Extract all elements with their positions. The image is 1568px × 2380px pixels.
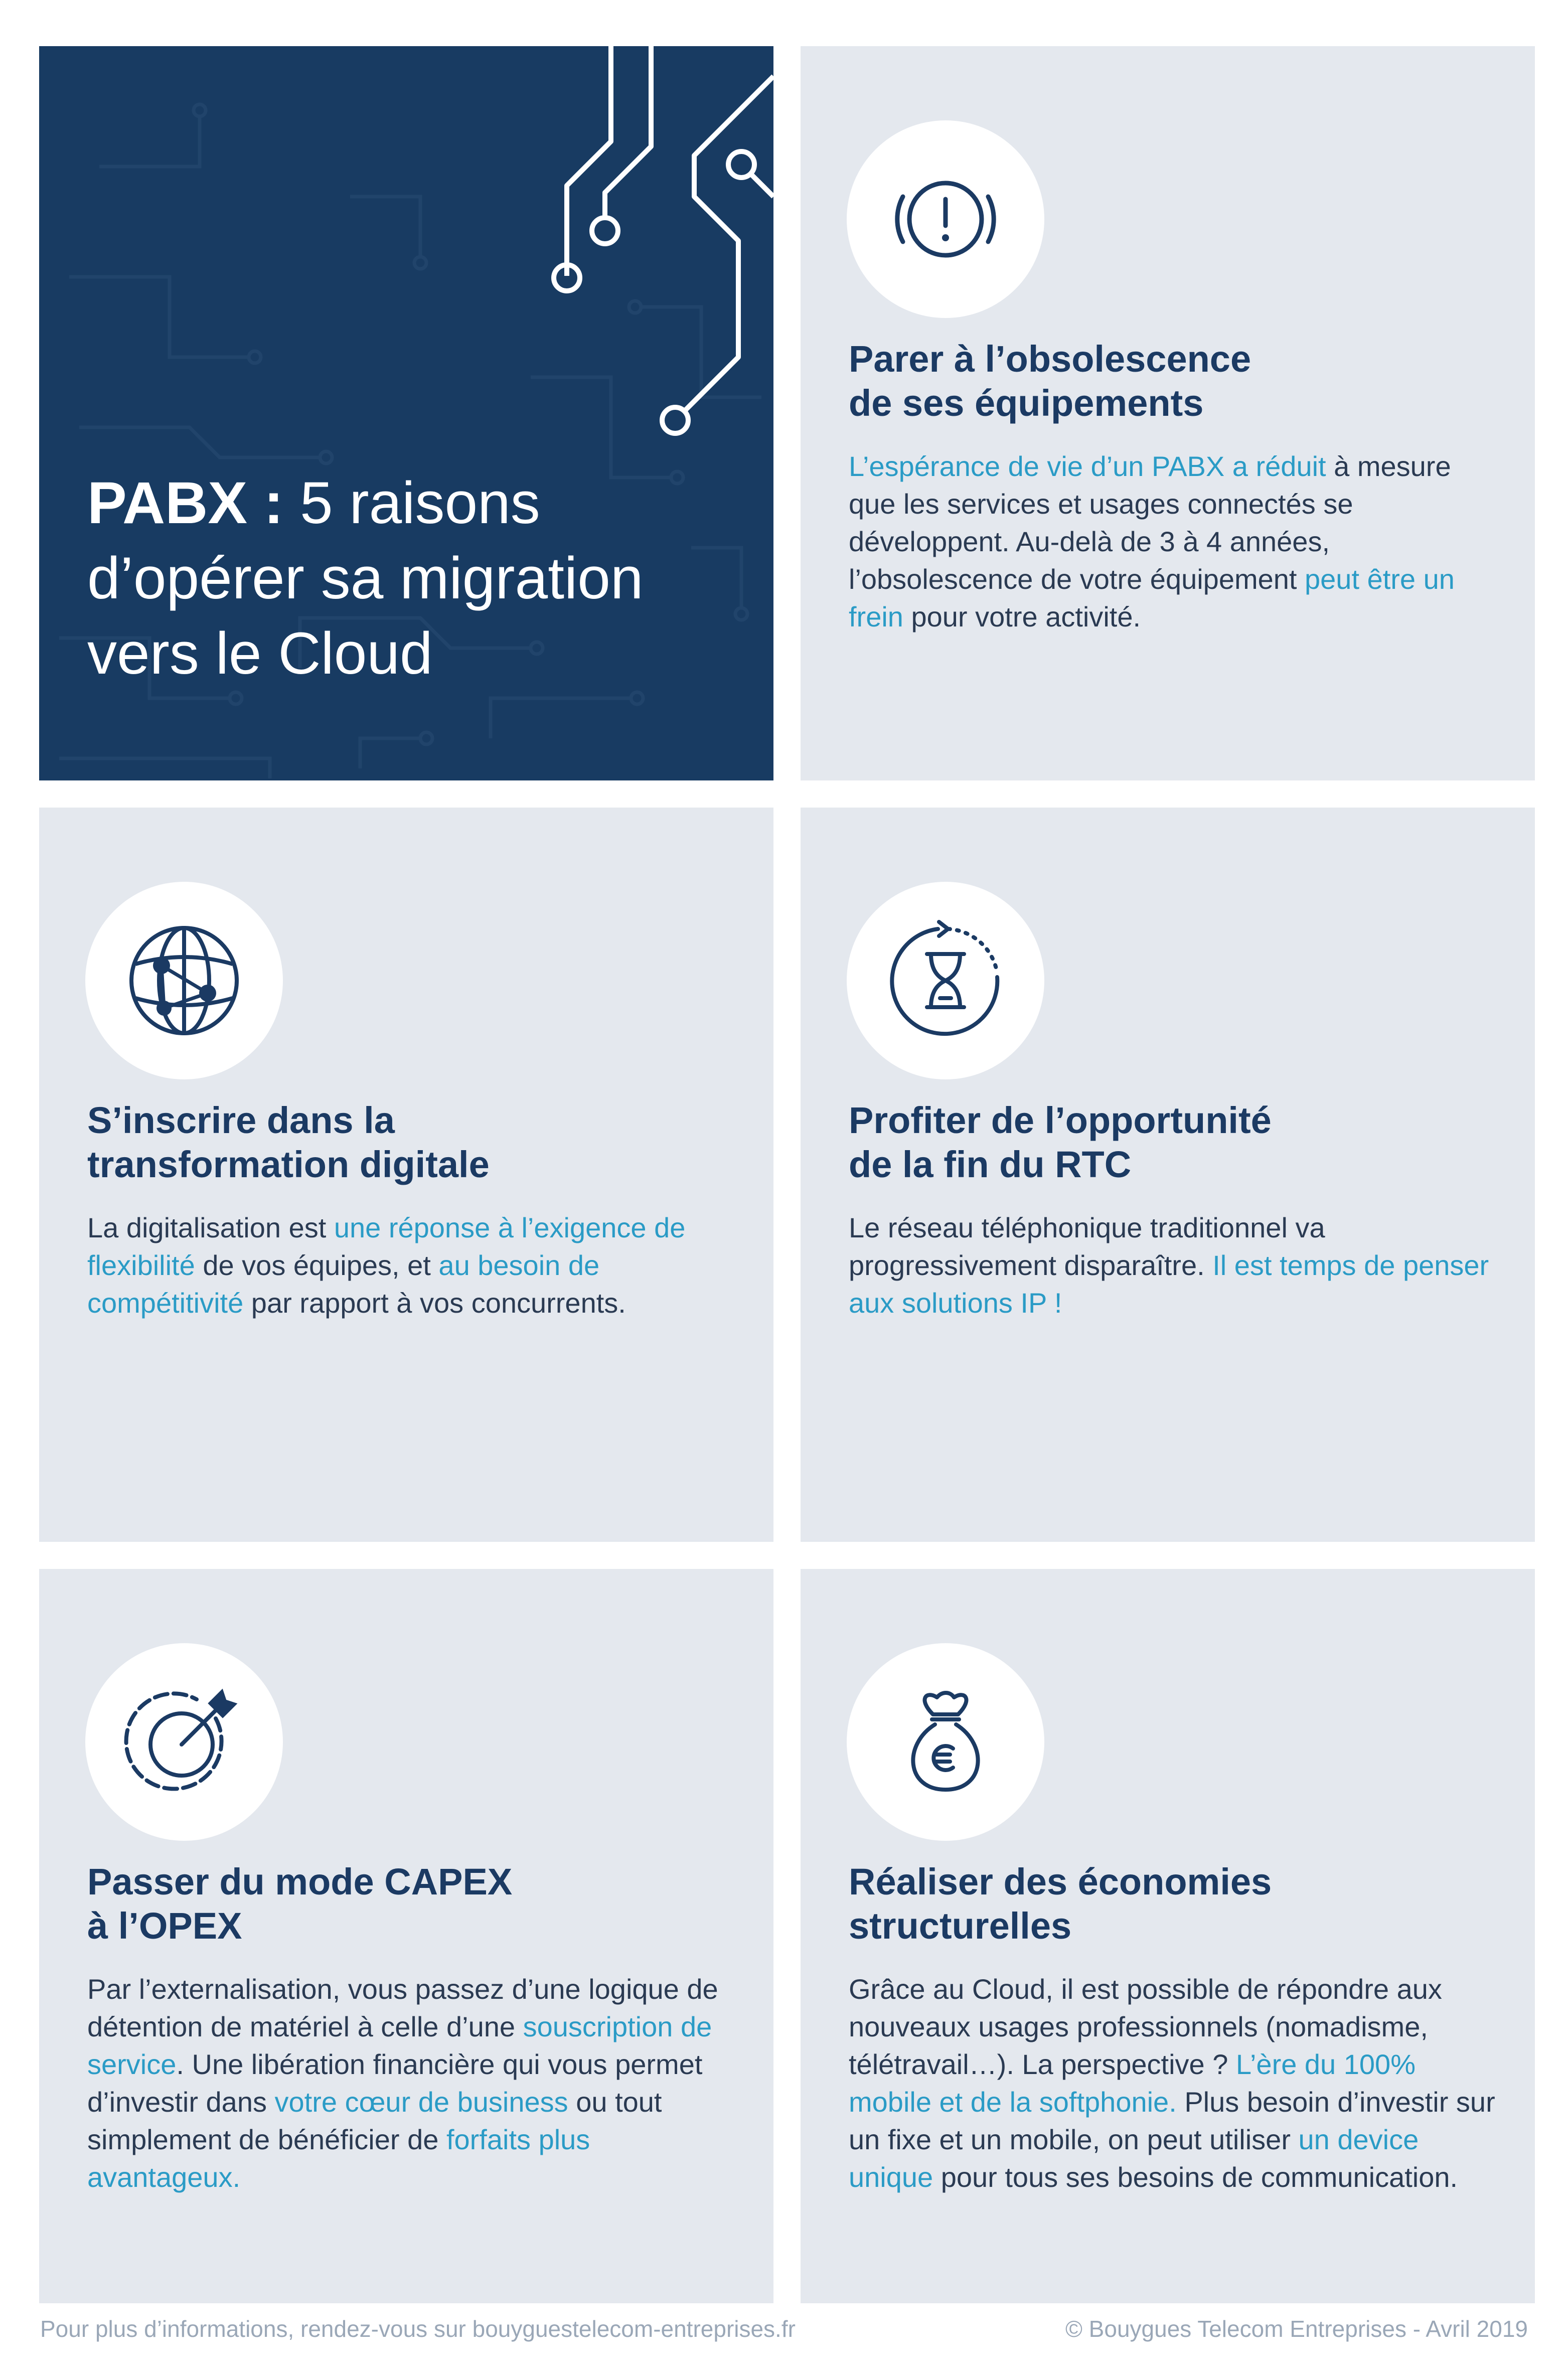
card-title-line2: de ses équipements [849, 382, 1204, 424]
card-text [849, 1970, 1501, 2196]
card-text-highlight: une réponse à l’exigence de flexibilité [87, 1212, 686, 1281]
card-text-highlight: L’espérance de vie d’un PABX a réduit [849, 450, 1326, 482]
card-title-line2: à l’OPEX [87, 1905, 242, 1947]
card-text-segment: Par l’externalisation, vous passez d’une logique de détention de matériel à celle d’une [87, 1973, 718, 2042]
card-text-segment: La digitalisation est [87, 1212, 334, 1243]
page-title-strong: PABX : [87, 470, 284, 536]
card-structural-savings [801, 1569, 1535, 2303]
page-title-rest: 5 raisons [283, 470, 540, 536]
card-text-highlight: souscription de service [87, 2011, 712, 2080]
card-text-segment: pour tous ses besoins de communication. [933, 2161, 1458, 2193]
card-text-segment: pour votre activité. [903, 601, 1141, 632]
card-title-line2: de la fin du RTC [849, 1144, 1132, 1185]
card-text-highlight: au besoin de compétitivité [87, 1249, 600, 1319]
card-text-segment: Le réseau téléphonique traditionnel va progressivement disparaître. [849, 1212, 1325, 1281]
card-text-highlight: votre cœur de business [274, 2086, 568, 2118]
icon-disc [847, 1643, 1044, 1841]
card-text-segment: ou tout simplement de bénéficier de [87, 2086, 662, 2155]
footer-info-link[interactable]: Pour plus d’informations, rendez-vous sur bouyguestelecom-entreprises.fr [40, 2316, 796, 2342]
card-title-line1: Passer du mode CAPEX [87, 1861, 513, 1902]
icon-disc [85, 1643, 283, 1841]
page-title [87, 465, 749, 691]
card-title [849, 1860, 1491, 1948]
footer-copyright: © Bouygues Telecom Entreprises - Avril 2019 [1065, 2316, 1528, 2342]
card-text [849, 447, 1501, 636]
card-title-line1: Parer à l’obsolescence [849, 338, 1251, 380]
card-text-segment: Grâce au Cloud, il est possible de répondre aux nouveaux usages professionnels (nomadisme, télétravail…). La perspective ? [849, 1973, 1442, 2080]
globe-network-icon [121, 918, 247, 1043]
target-arrow-icon [121, 1679, 247, 1805]
card-title-line1: Réaliser des économies [849, 1861, 1272, 1902]
card-text [849, 1209, 1511, 1322]
card-title [87, 1098, 729, 1187]
card-text-segment: à mesure que les services et usages connectés se développent. Au-delà de 3 à 4 années, l’obsolescence de votre équipement [849, 450, 1451, 595]
card-text-highlight: L’ère du 100% mobile et de la softphonie. [849, 2048, 1416, 2118]
card-text [87, 1970, 719, 2196]
card-text-segment: de vos équipes, et [195, 1249, 439, 1281]
card-digital-transformation [39, 808, 773, 1542]
card-text-segment: . Une libération financière qui vous permet d’investir dans [87, 2048, 703, 2118]
icon-disc [847, 120, 1044, 318]
page-title-line3: vers le Cloud [87, 620, 433, 687]
card-title-line2: structurelles [849, 1905, 1072, 1947]
card-title-line1: Profiter de l’opportunité [849, 1099, 1272, 1141]
card-title-line2: transformation digitale [87, 1144, 490, 1185]
card-title-line1: S’inscrire dans la [87, 1099, 395, 1141]
hourglass-icon [883, 918, 1008, 1043]
card-text-highlight: peut être un frein [849, 563, 1455, 632]
card-title [849, 337, 1491, 425]
card-text-highlight: un device unique [849, 2124, 1419, 2193]
card-end-of-rtc [801, 808, 1535, 1542]
icon-disc [85, 882, 283, 1079]
card-text-segment: Plus besoin d’investir sur un fixe et un mobile, on peut utiliser [849, 2086, 1495, 2155]
hero-tile [39, 46, 773, 780]
card-obsolescence [801, 46, 1535, 780]
money-bag-euro-icon [883, 1679, 1008, 1805]
icon-disc [847, 882, 1044, 1079]
alert-icon [883, 156, 1008, 282]
page-title-line2: d’opérer sa migration [87, 545, 644, 611]
card-title [87, 1860, 729, 1948]
card-text [87, 1209, 699, 1322]
card-capex-opex [39, 1569, 773, 2303]
card-text-highlight: forfaits plus avantageux. [87, 2124, 590, 2193]
card-text-highlight: Il est temps de penser aux solutions IP ! [849, 1249, 1489, 1319]
card-text-segment: par rapport à vos concurrents. [243, 1287, 626, 1319]
card-title [849, 1098, 1491, 1187]
